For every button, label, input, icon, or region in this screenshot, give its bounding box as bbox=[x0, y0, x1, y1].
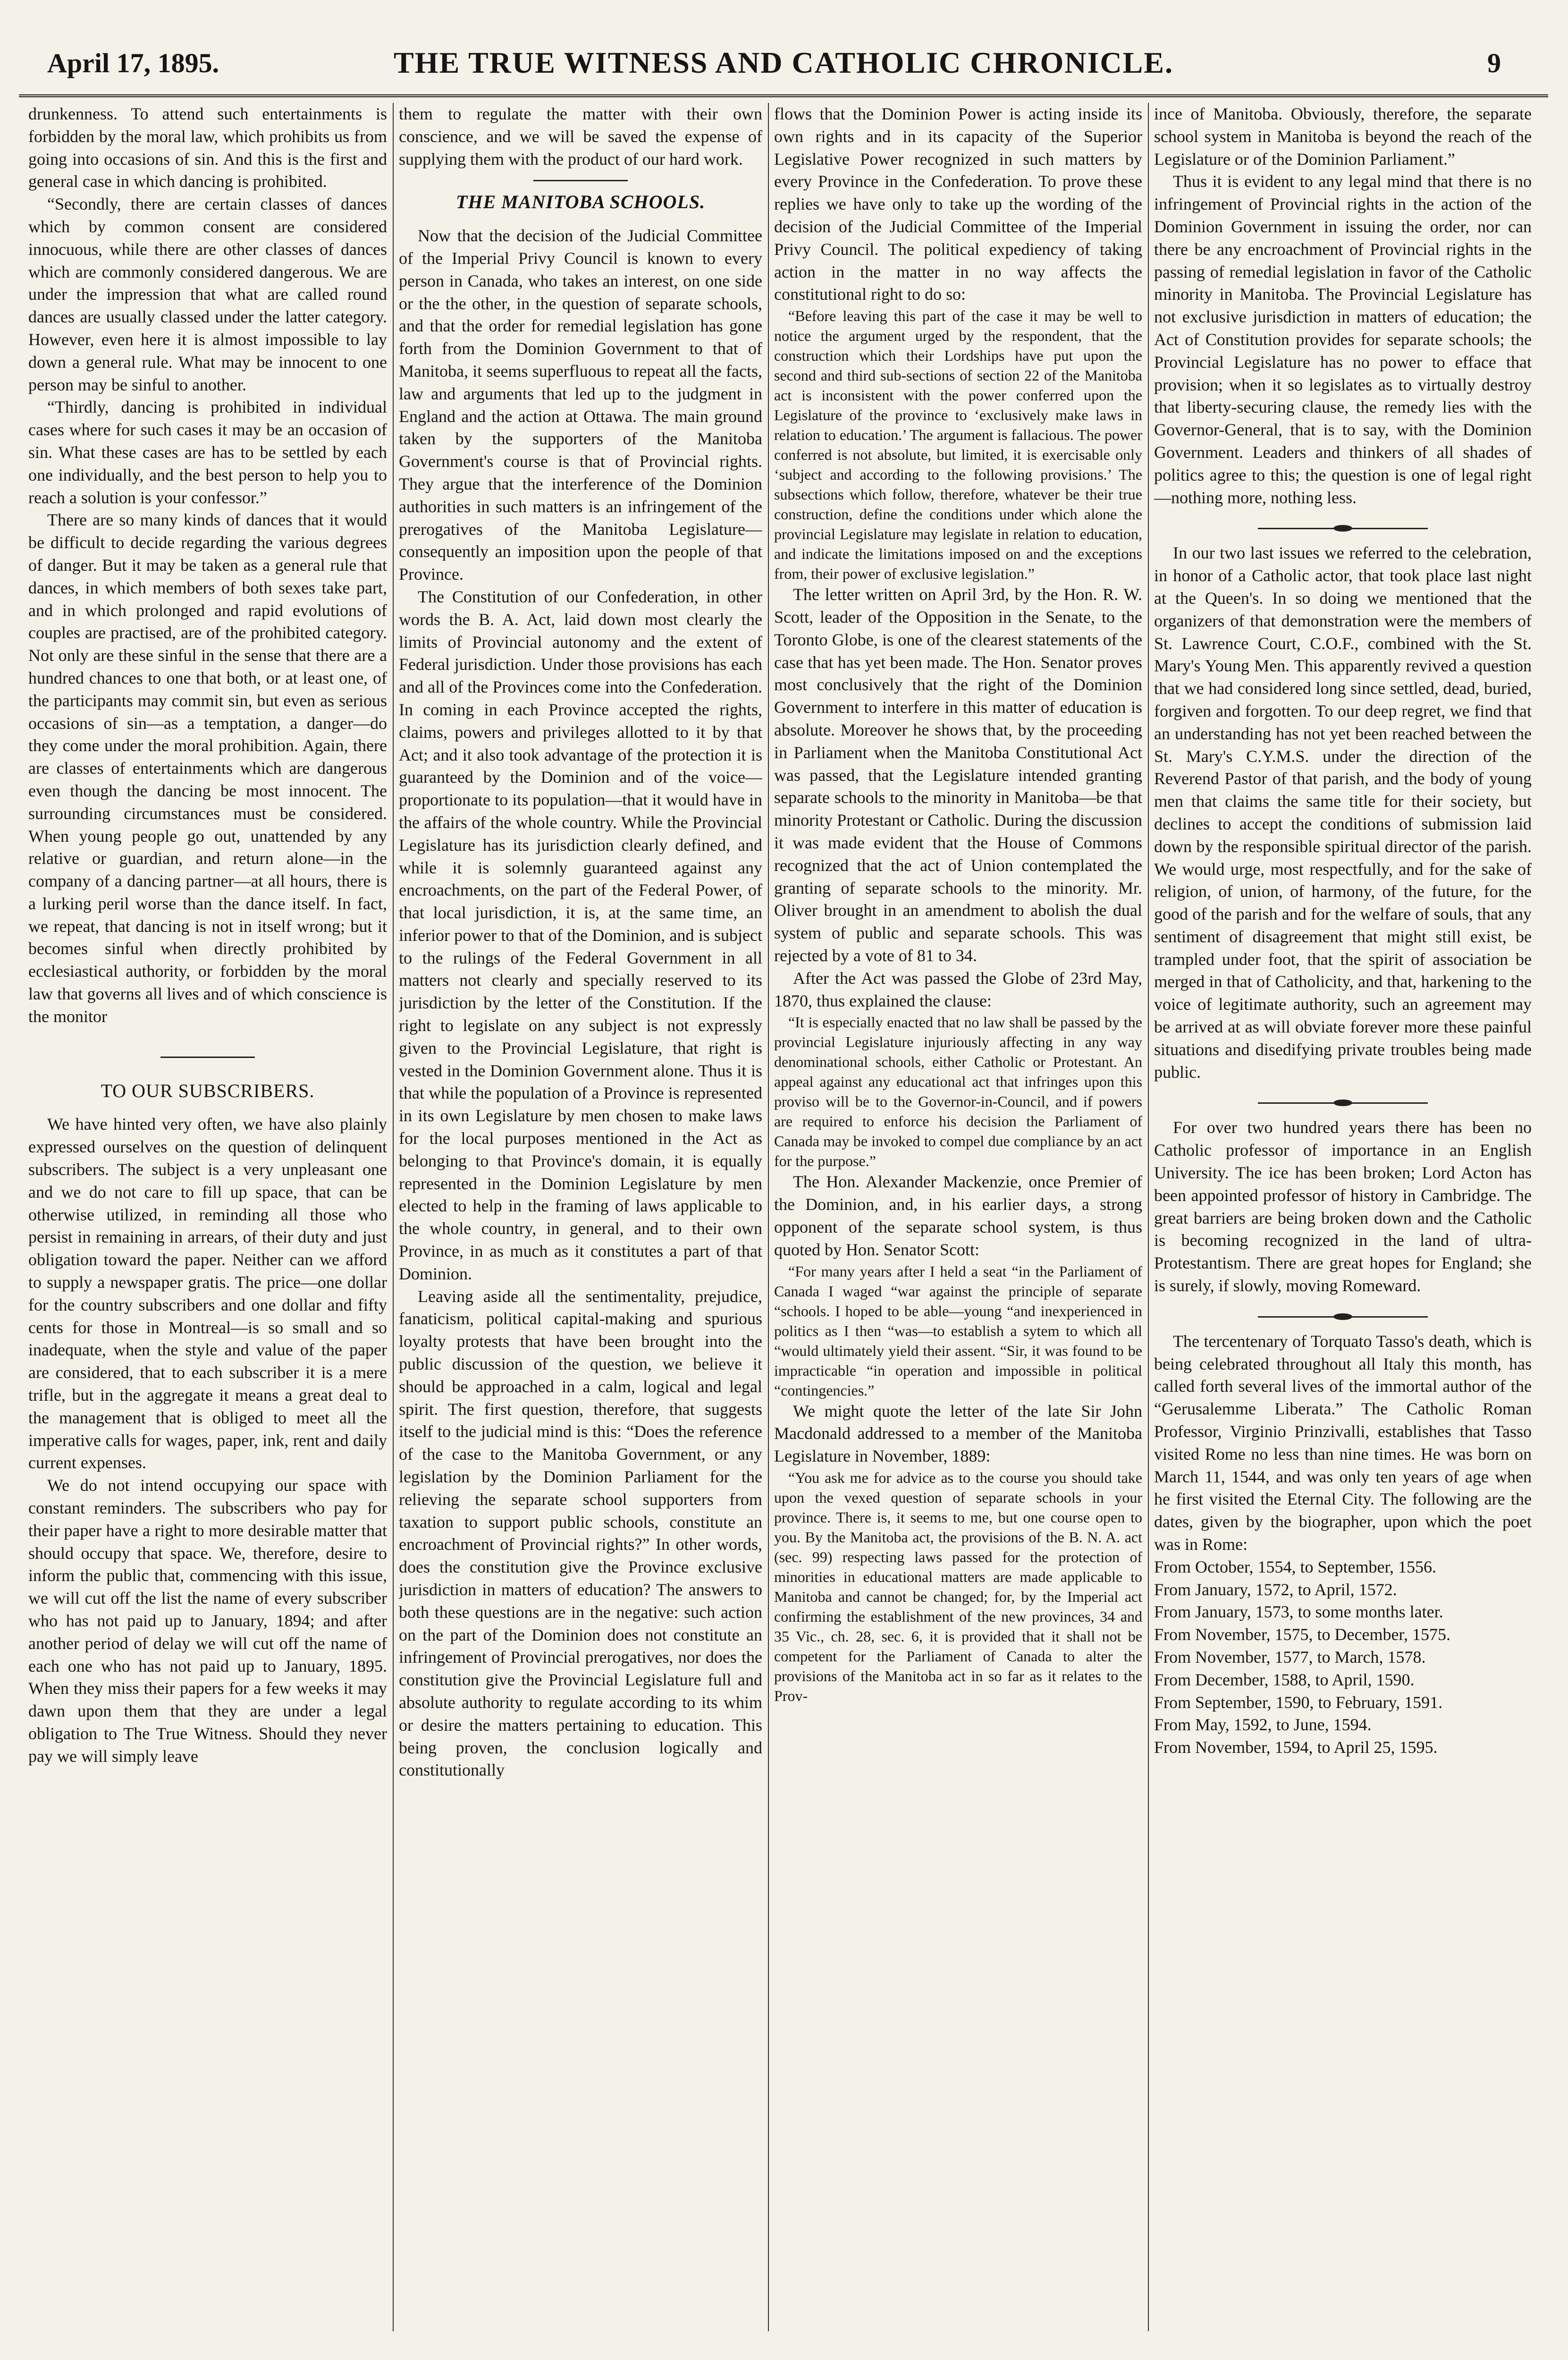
page-number: 9 bbox=[1487, 48, 1501, 78]
list-item: From November, 1575, to December, 1575. bbox=[1154, 1625, 1450, 1644]
block-quote: “Before leaving this part of the case it may be well to notice the argument urged by the respondent, that the construction which their Lordships have put upon the second and third sub-sections of section 22 of the Manitoba act is inconsistent with the power conferred upon the Legislature of the province to ‘exclusively make laws in relation to education.’ The argument is fallacious. The power conferred is not absolute, but limited, it is exercisable only ‘subject and according to the following provisions.’ The subsections which follow, therefore, whatever be their true construction, define the conditions under which alone the provincial Legislature may legislate in relation to education, and indicate the limitations imposed on and the exceptions from, their power of exclusive legislation.” bbox=[774, 307, 1142, 583]
article-paragraph: them to regulate the matter with their own conscience, and we will be saved the expense of supplying them with the product of our hard work. bbox=[399, 104, 762, 169]
article-paragraph: We have hinted very often, we have also plainly expressed ourselves on the question of delinquent subscribers. The subject is a very unpleasant one and we do not care to fill up space, that can be otherwise utilized, in reminding all those who persist in remaining in arrears, of their duty and just obligation toward the paper. Neither can we afford to supply a newspaper gratis. The price—one dollar for the country subscribers and one dollar and fifty cents for those in Montreal—is so small and so inadequate, when the style and value of the paper are considered, that to each subscriber it is a mere trifle, but in the aggregate it means a great deal to the management that is obliged to meet all the imperative calls for wages, paper, ink, rent and daily current expenses. bbox=[28, 1115, 387, 1472]
list-item: From January, 1573, to some months later. bbox=[1154, 1602, 1443, 1622]
issue-date: April 17, 1895. bbox=[47, 48, 219, 78]
article-paragraph: “Secondly, there are certain classes of dances which by common consent are considered innocuous, while there are other classes of dances which are commonly considered dangerous. We are under the impression that what are called round dances are usually classed under the latter category. However, even here it is almost impossible to lay down a general rule. What may be innocent to one person may be sinful to another. bbox=[28, 195, 387, 394]
list-item: From November, 1594, to April 25, 1595. bbox=[1154, 1738, 1438, 1757]
list-item: From September, 1590, to February, 1591. bbox=[1154, 1692, 1443, 1712]
article-paragraph: drunkenness. To attend such entertainments is forbidden by the moral law, which prohibits us from going into occasions of sin. And this is the first and general case in which dancing is prohibited. bbox=[28, 104, 387, 191]
article-paragraph: We might quote the letter of the late Sir John Macdonald addressed to a member of the Manitoba Legislature in November, 1889: bbox=[774, 1401, 1142, 1466]
article-paragraph: Thus it is evident to any legal mind that there is no infringement of Provincial rights in the action of the Dominion Government in issuing the order, nor can there be any encroachment of Provincial rights in the passing of remedial legislation in favor of the Catholic minority in Manitoba. The Provincial Legislature has not exclusive jurisdiction in matters of education; the Act of Constitution provides for separate schools; the Provincial Legislature has no power to efface that provision; when it so legislates as to virtually destroy that liberty-securing clause, the remedy lies with the Governor-General, that is to say, with the Dominion Government. Leaders and thinkers of all shades of politics agree to this; the question is one of legal right—nothing more, nothing less. bbox=[1154, 172, 1532, 507]
article-paragraph: We do not intend occupying our space with constant reminders. The subscribers who pay for their paper have a right to more desirable matter that should occupy that space. We, therefore, desire to inform the public that, commencing with this issue, we will cut off the list the name of every subscriber who has not paid up to January, 1894; and after another period of delay we will cut off the name of each one who has not paid up to January, 1895. When they miss their papers for a few weeks it may dawn upon them that they are under a legal obligation to The True Witness. Should they never pay we will simply leave bbox=[28, 1476, 387, 1766]
section-divider bbox=[1258, 525, 1428, 532]
article-paragraph: In our two last issues we referred to the celebration, in honor of a Catholic actor, that took place last night at the Queen's. In so doing we mentioned that the organizers of that demonstration were the members of St. Lawrence Court, C.O.F., combined with the St. Mary's Young Men. This apparently revived a question that we had considered long since settled, dead, buried, forgiven and forgotten. To our deep regret, we find that an understanding has not yet been reached between the St. Mary's C.Y.M.S. under the direction of the Reverend Pastor of that parish, and the body of young men that claims the same title for their society, but declines to accept the conditions of submission laid down by the responsible spiritual director of the parish. We would urge, most respectfully, and for the sake of religion, of union, of harmony, of the future, for the good of the parish and for the welfare of souls, that any sentiment of disagreement that might still exist, be trampled under foot, that the spirit of association be merged in that of Catholicity, and that, harkening to the voice of legitimate authority, such an agreement may be arrived at as will obviate forever more these painful situations and disedifying private troubles being made public. bbox=[1154, 543, 1532, 1082]
column-rule bbox=[393, 103, 394, 2331]
article-paragraph: The Hon. Alexander Mackenzie, once Premier of the Dominion, and, in his earlier days, a strong opponent of the separate school system, is thus quoted by Hon. Senator Scott: bbox=[774, 1172, 1142, 1259]
article-paragraph: “Thirdly, dancing is prohibited in individual cases where for such cases it may be an occasion of sin. What these cases are has to be settled by each one individually, and the best person to help you to reach a solution is your confessor.” bbox=[28, 398, 387, 507]
list-item: From December, 1588, to April, 1590. bbox=[1154, 1670, 1415, 1689]
column-rule bbox=[768, 103, 769, 2331]
article-paragraph: There are so many kinds of dances that it would be difficult to decide regarding the various degrees of danger. But it may be taken as a general rule that dances, in which members of both sexes take part, and in which prolonged and rapid evolutions of couples are practised, are of the prohibited category. Not only are these sinful in the sense that there are a hundred chances to one that both, or at least one, of the participants may commit sin, but even as serious occasions of sin—as a temptation, a danger—do they come under the moral prohibition. Again, there are classes of entertainments which are dangerous even though the dancing be most innocent. The surrounding circumstances must be considered. When young people go out, unattended by any relative or guardian, and return alone—in the company of a dancing partner—at all hours, there is a lurking peril worse than the dance itself. In fact, we repeat, that dancing is not in itself wrong; but it becomes sinful when directly prohibited by ecclesiastical authority, or forbidden by the moral law that governs all lives and of which conscience is the monitor bbox=[28, 510, 387, 1026]
list-item: From May, 1592, to June, 1594. bbox=[1154, 1715, 1372, 1734]
column-2 bbox=[399, 103, 762, 2336]
masthead bbox=[19, 38, 1548, 97]
block-quote: “You ask me for advice as to the course you should take upon the vexed question of separate schools in your province. There is, it seems to me, but one course open to you. By the Manitoba act, the provisions of the B. N. A. act (sec. 99) respecting laws passed for the protection of minorities in educational matters are made applicable to Manitoba and cannot be changed; for, by the Imperial act confirming the establishment of the new provinces, 34 and 35 Vic., ch. 28, sec. 6, it is provided that it shall not be competent for the Parliament of Canada to alter the provisions of the Manitoba act in so far as it relates to the Prov- bbox=[774, 1469, 1142, 1704]
section-divider bbox=[1258, 1313, 1428, 1320]
block-quote: “It is especially enacted that no law shall be passed by the provincial Legislature injuriously affecting in any way denominational schools, either Catholic or Protestant. An appeal against any educational act that infringes upon this proviso will be to the Governor-in-Council, and if powers are required to enforce his decision the Parliament of Canada may be invoked to compel due compliance by an act for the purpose.” bbox=[774, 1014, 1142, 1170]
column-1 bbox=[28, 103, 387, 2336]
column-3 bbox=[774, 103, 1142, 2336]
section-divider bbox=[1258, 1100, 1428, 1106]
article-paragraph: For over two hundred years there has been no Catholic professor of importance in an English University. The ice has been broken; Lord Acton has been appointed professor of history in Cambridge. The great barriers are being broken down and the Catholic is becoming recognized in the land of ultra-Protestantism. There are great hopes for England; she is surely, if slowly, moving Romeward. bbox=[1154, 1118, 1532, 1295]
list-item: From October, 1554, to September, 1556. bbox=[1154, 1557, 1437, 1576]
section-heading-manitoba: THE MANITOBA SCHOOLS. bbox=[455, 191, 706, 213]
list-item: From November, 1577, to March, 1578. bbox=[1154, 1648, 1426, 1666]
section-heading-subscribers: TO OUR SUBSCRIBERS. bbox=[101, 1080, 315, 1101]
article-paragraph: ince of Manitoba. Obviously, therefore, the separate school system in Manitoba is beyond the reach of the Legislature or of the Dominion Parliament.” bbox=[1154, 104, 1532, 169]
article-paragraph: The letter written on April 3rd, by the Hon. R. W. Scott, leader of the Opposition in the Senate, to the Toronto Globe, is one of the clearest statements of the case that has yet been made. The Hon. Senator proves most conclusively that the right of the Dominion Government to interfere in this matter of education is absolute. Moreover he shows that, by the proceeding in Parliament when the Manitoba Constitutional Act was passed, that the Legislature intended granting separate schools to the minority in Manitoba—be that minority Protestant or Catholic. During the discussion it was made evident that the House of Commons recognized that the act of Union contemplated the granting of separate schools to the minority. Mr. Oliver brought in an amendment to abolish the dual system of public and separate schools. This was rejected by a vote of 81 to 34. bbox=[774, 585, 1142, 965]
article-paragraph: After the Act was passed the Globe of 23rd May, 1870, thus explained the clause: bbox=[774, 968, 1142, 1010]
article-paragraph: The tercentenary of Torquato Tasso's death, which is being celebrated throughout all Italy this month, has called forth several lives of the immortal author of the “Gerusalemme Liberata.” The Catholic Roman Professor, Virginio Prinzivalli, establishes that Tasso visited Rome no less than nine times. He was born on March 11, 1544, and was only ten years of age when he first visited the Eternal City. The following are the dates, given by the biographer, upon which the poet was in Rome: bbox=[1154, 1331, 1532, 1554]
article-paragraph: The Constitution of our Confederation, in other words the B. A. Act, laid down most clearly the limits of Provincial autonomy and the extent of Federal jurisdiction. Under those provisions has each and all of the Provinces come into the Confederation. In coming in each Province accepted the rights, claims, powers and privileges allotted to it by that Act; and it also took advantage of the protection it is guaranteed by the Dominion and of the voice—proportionate to its population—that it would have in the affairs of the whole country. While the Provincial Legislature has its jurisdiction clearly defined, and while it is solemnly guaranteed against any encroachments, on the part of the Federal Power, of that local jurisdiction, it is, at the same time, an inferior power to that of the Dominion, and is subject to the rulings of the Federal Government in all matters not clearly and specially reserved to its jurisdiction by the letter of the Constitution. If the right to legislate on any subject is not expressly given to the Provincial Legislature, that right is vested in the Dominion Government alone. Thus it is that while the population of a Province is represented in its own Legislature by men chosen to make laws for the local purposes mentioned in the Act as belonging to that Province's domain, it is equally represented in the Dominion Legislature by men elected to help in the framing of laws applicable to the whole country, in general, and to their own Province, in as much as it constitutes a part of that Dominion. bbox=[399, 587, 762, 1283]
column-4 bbox=[1154, 103, 1532, 2336]
section-rule bbox=[533, 180, 628, 181]
list-item: From January, 1572, to April, 1572. bbox=[1154, 1580, 1397, 1599]
newspaper-title: THE TRUE WITNESS AND CATHOLIC CHRONICLE. bbox=[394, 46, 1173, 79]
column-rule bbox=[1148, 103, 1149, 2331]
article-paragraph: flows that the Dominion Power is acting inside its own rights and in its capacity of the Superior Legislative Power recognized in such matters by every Province in the Confederation. To prove these replies we have only to take up the wording of the decision of the Judicial Committee of the Imperial Privy Council. The political expediency of taking action in the matter in no way affects the constitutional right to do so: bbox=[774, 104, 1142, 304]
article-paragraph: Now that the decision of the Judicial Committee of the Imperial Privy Council is known to every person in Canada, who takes an interest, on one side or the the other, in the question of separate schools, and that the order for remedial legislation has gone forth from the Dominion Government to that of Manitoba, it seems superfluous to repeat all the facts, law and arguments that led up to the judgment in England and the action at Ottawa. The main ground taken by the supporters of the Manitoba Government's course is that of Provincial rights. They argue that the interference of the Dominion authorities in such matters is an infringement of the prerogatives of the Manitoba Legislature—consequently an imposition upon the people of that Province. bbox=[399, 226, 762, 584]
section-rule bbox=[160, 1057, 255, 1058]
block-quote: “For many years after I held a seat “in the Parliament of Canada I waged “war against the principle of separate “schools. I hoped to be able—young “and inexperienced in politics as I then “was—to establish a sytem to which all “would ultimately yield their assent. “Sir, it was found to be impracticable “in operation and impossible in political “contingencies.” bbox=[774, 1262, 1142, 1399]
article-paragraph: Leaving aside all the sentimentality, prejudice, fanaticism, political capital-making and spurious loyalty protests that have been brought into the public discussion of the question, we believe it should be approached in a calm, logical and legal spirit. The first question, therefore, that suggests itself to the judicial mind is this: “Does the reference of the case to the Manitoba Government, or any legislation by the Dominion Parliament for the relieving the separate school supporters from taxation to support public schools, constitute an encroachment of Provincial rights?” In other words, does the constitution give the Province exclusive jurisdiction in matters of education? The answers to both these questions are in the negative: such action on the part of the Dominion does not constitute an infringement of Provincial prerogatives, nor does the constitution give the Provincial Legislature full and absolute authority to regulate according to its whim or desire the matters pertaining to education. This being proven, the conclusion logically and constitutionally bbox=[399, 1286, 762, 1780]
